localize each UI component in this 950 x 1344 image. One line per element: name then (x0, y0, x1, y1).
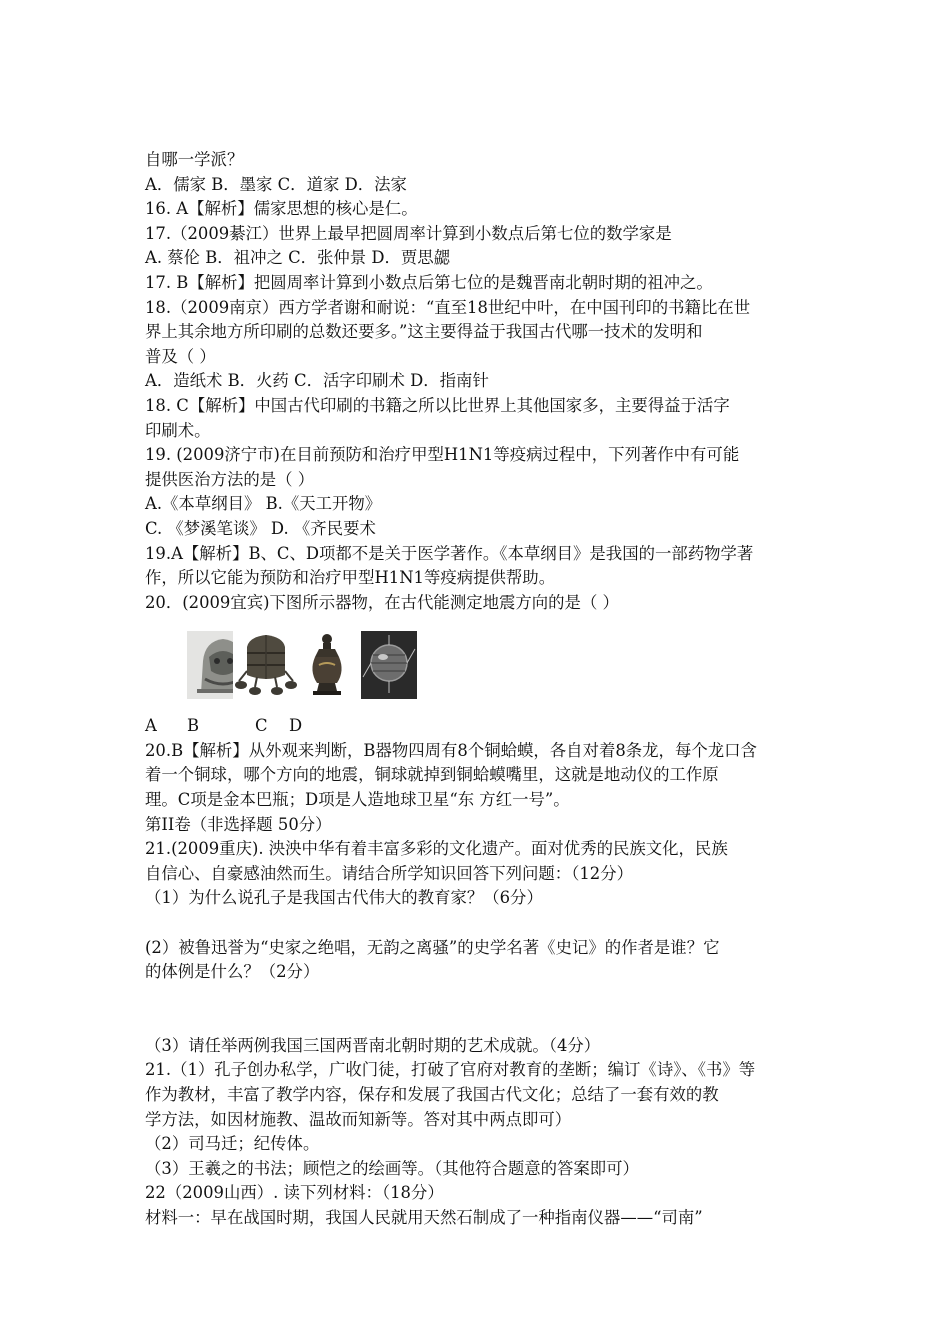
text-line: A. 蔡伦 B．祖冲之 C．张仲景 D．贾思勰 (145, 248, 451, 268)
seismograph-didongyi-icon (233, 631, 299, 699)
text-line: 19.A【解析】B、C、D项都不是关于医学著作。《本草纲目》是我国的一部药物学著 (145, 543, 754, 563)
text-line: 作，所以它能为预防和治疗甲型H1N1等疫病提供帮助。 (145, 568, 556, 588)
text-line: 界上其余地方所印刷的总数还要多。”这主要得益于我国古代哪一技术的发明和 (145, 322, 703, 342)
text-line: 20.B【解析】从外观来判断，B器物四周有8个铜蛤蟆，各自对着8条龙，每个龙口含 (145, 740, 757, 760)
text-line: 自信心、自豪感油然而生。请结合所学知识回答下列问题：（12分） (145, 863, 633, 883)
golden-vase-icon (307, 631, 347, 699)
text-line: 21.（1）孔子创办私学，广收门徒，打破了官府对教育的垄断；编订《诗》、《书》等 (145, 1060, 756, 1080)
text-line: 18. C【解析】中国古代印刷的书籍之所以比世界上其他国家多，主要得益于活字 (145, 395, 730, 415)
text-line: 印刷术。 (145, 420, 211, 440)
option-letter: A (145, 716, 157, 736)
answer-space (145, 985, 825, 1034)
text-line: （3）请任举两例我国三国两晋南北朝时期的艺术成就。（4分） (145, 1035, 601, 1055)
text-line: A．造纸术 B．火药 C．活字印刷术 D．指南针 (145, 371, 489, 391)
text-line: (2）被鲁迅誉为“史家之绝唱，无韵之离骚”的史学名著《史记》的作者是谁？它 (145, 937, 720, 957)
text-line: 的体例是什么？（2分） (145, 962, 320, 982)
bottom-text-block (145, 739, 825, 911)
section-heading: 第II卷（非选择题 50分） (145, 814, 332, 834)
text-line: 18.（2009南京）西方学者谢和耐说：“直至18世纪中叶，在中国刊印的书籍比在世 (145, 297, 751, 317)
text-line: 理。C项是金本巴瓶；D项是人造地球卫星“东 方红一号”。 (145, 790, 570, 810)
question-21-2 (145, 936, 825, 985)
figure-row (145, 615, 825, 714)
text-line: （1）为什么说孔子是我国古代伟大的教育家？（6分） (145, 888, 543, 908)
figure-option-letters (145, 714, 825, 739)
text-line: A.《本草纲目》 B.《天工开物》 (145, 494, 382, 514)
text-line: 20．(2009宜宾)下图所示器物，在古代能测定地震方向的是（ ） (145, 592, 619, 612)
text-line: 普及（ ） (145, 346, 216, 366)
text-line: 自哪一学派？ (145, 150, 244, 169)
text-line: 17.（2009綦江）世界上最早把圆周率计算到小数点后第七位的数学家是 (145, 223, 672, 243)
question-21-3-and-answers (145, 1034, 825, 1231)
text-line: （3）王羲之的书法；顾恺之的绘画等。（其他符合题意的答案即可） (145, 1158, 639, 1178)
text-line: 学方法，如因材施教、温故而知新等。答对其中两点即可） (145, 1109, 572, 1129)
option-letter: C (255, 716, 268, 736)
satellite-dongfanghong-icon (361, 631, 417, 699)
text-line: 作为教材，丰富了教学内容，保存和发展了我国古代文化；总结了一套有效的教 (145, 1085, 719, 1104)
answer-space (145, 911, 825, 936)
text-line: 提供医治方法的是（ ） (145, 469, 315, 489)
text-line: 22（2009山西）. 读下列材料：（18分） (145, 1183, 444, 1203)
document-page (145, 148, 825, 1231)
text-line: A．儒家 B．墨家 C．道家 D．法家 (145, 174, 407, 194)
top-text-block (145, 148, 825, 615)
option-letter: D (289, 716, 303, 736)
text-line: 17. B【解析】把圆周率计算到小数点后第七位的是魏晋南北朝时期的祖冲之。 (145, 272, 713, 292)
text-line: 19. (2009济宁市)在目前预防和治疗甲型H1N1等疫病过程中，下列著作中有可能 (145, 445, 740, 465)
text-line: （2）司马迁；纪传体。 (145, 1134, 320, 1154)
text-line: 21.(2009重庆). 泱泱中华有着丰富多彩的文化遗产。面对优秀的民族文化，民族 (145, 839, 728, 859)
text-line: 材料一：早在战国时期，我国人民就用天然石制成了一种指南仪器——“司南” (145, 1207, 703, 1227)
text-line: C. 《梦溪笔谈》 D. 《齐民要术 (145, 518, 376, 538)
option-letter: B (187, 716, 200, 736)
text-line: 着一个铜球，哪个方向的地震，铜球就掉到铜蛤蟆嘴里，这就是地动仪的工作原 (145, 765, 719, 785)
text-line: 16. A【解析】儒家思想的核心是仁。 (145, 199, 418, 219)
